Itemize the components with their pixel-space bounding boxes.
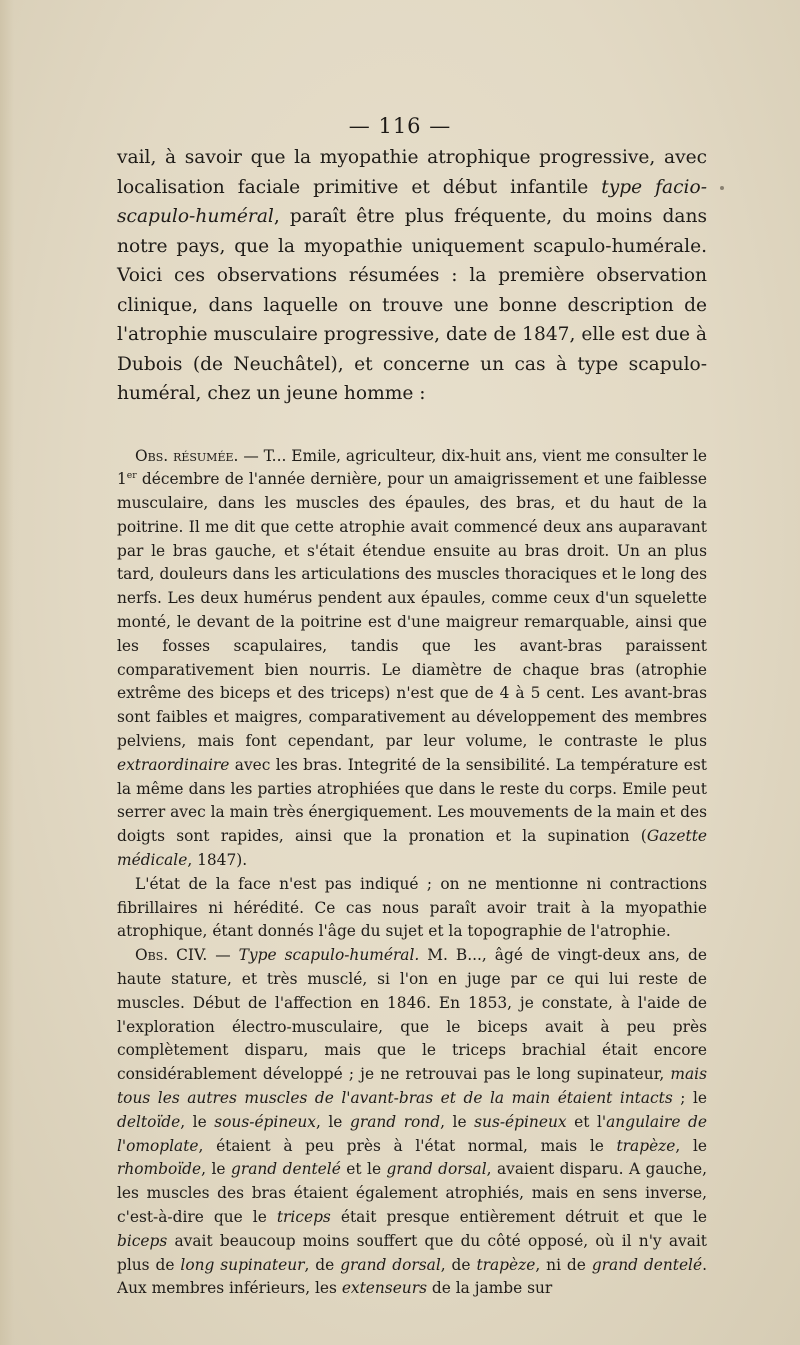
lead-paragraph-block xyxy=(117,143,707,409)
page-content xyxy=(117,143,707,1301)
obs-label: Obs. résumée. xyxy=(135,446,239,465)
observation-summary: Obs. résumée. — T... Emile, agriculteur, dix-huit ans, vient me consulter le 1er décembre de l'année dernière, pour un amaigrissement et une faiblesse musculaire, dans les muscles des épaules, des bras, et du haut de la poitrine. Il me dit que cette atrophie avait commencé deux ans auparavant par le bras gauche, et s'était étendue ensuite au bras droit. Un an plus tard, douleurs dans les articulations des muscles thoraciques et le long des nerfs. Les deux humérus pendent aux épaules, comme ceux d'un squelette monté, le devant de la poitrine est d'une maigreur remarquable, ainsi que les fosses scapulaires, tandis que les avant-bras paraissent comparativement bien nourris. Le diamètre de chaque bras (atrophie extrême des biceps et des triceps) n'est que de 4 à 5 cent. Les avant-bras sont faibles et maigres, comparativement au développement des membres pelviens, mais font cependant, par leur volume, le contraste le plus extraordinaire avec les bras. Integrité de la sensibilité. La température est la même dans les parties atrophiées que dans le reste du corps. Emile peut serrer avec la main très énergiquement. Les mouvements de la main et des doigts sont rapides, ainsi que la pronation et la supination (Gazette médicale, 1847). xyxy=(117,446,707,870)
source-citation: Gazette médicale xyxy=(117,827,707,870)
commentary-paragraph: L'état de la face n'est pas indiqué ; on ne mentionne ni contractions fibrillaires ni hérédité. Ce cas nous paraît avoir trait à la myopathie atrophique, étant donnés l'âge du sujet et la topographie de l'atrophie. xyxy=(117,874,707,941)
emphasis-type-facio-scapulo-humeral: type facio-scapulo-huméral xyxy=(117,176,707,227)
obs-label: Obs. CIV. xyxy=(135,946,208,965)
lead-paragraph: vail, à savoir que la myopathie atrophique progressive, avec localisation faciale primitive et début infantile type facio-scapulo-huméral, paraît être plus fréquente, du moins dans notre pays, que la myopathie uniquement scapulo-humérale. Voici ces observations résumées : la première observation clinique, dans laquelle on trouve une bonne description de l'atrophie musculaire progressive, date de 1847, elle est due à Dubois (de Neuchâtel), et concerne un cas à type scapulo-huméral, chez un jeune homme : xyxy=(117,147,707,404)
paper-speck xyxy=(720,186,724,190)
observation-civ: Obs. CIV. — Type scapulo-huméral. M. B..., âgé de vingt-deux ans, de haute stature, et très musclé, si l'on en juge par ce qui lui reste de muscles. Début de l'affection en 1846. En 1853, je constate, à l'aide de l'exploration électro-musculaire, que le biceps avait à peu près complètement disparu, mais que le triceps brachial était encore considérablement développé ; je ne retrouvai pas le long supinateur, mais tous les autres muscles de l'avant-bras et de la main étaient intacts ; le deltoïde, le sous-épineux, le grand rond, le sus-épineux et l'angulaire de l'omoplate, étaient à peu près à l'état normal, mais le trapèze, le rhomboïde, le grand dentelé et le grand dorsal, avaient disparu. A gauche, les muscles des bras étaient également atrophiés, mais en sens inverse, c'est-à-dire que le triceps était presque entièrement détruit et que le biceps avait beaucoup moins souffert que du côté opposé, où il n'y avait plus de long supinateur, de grand dorsal, de trapèze, ni de grand dentelé. Aux membres inférieurs, les extenseurs de la jambe sur xyxy=(117,946,707,1298)
observations-block xyxy=(117,445,707,1302)
page-number: — 116 — xyxy=(348,114,452,138)
